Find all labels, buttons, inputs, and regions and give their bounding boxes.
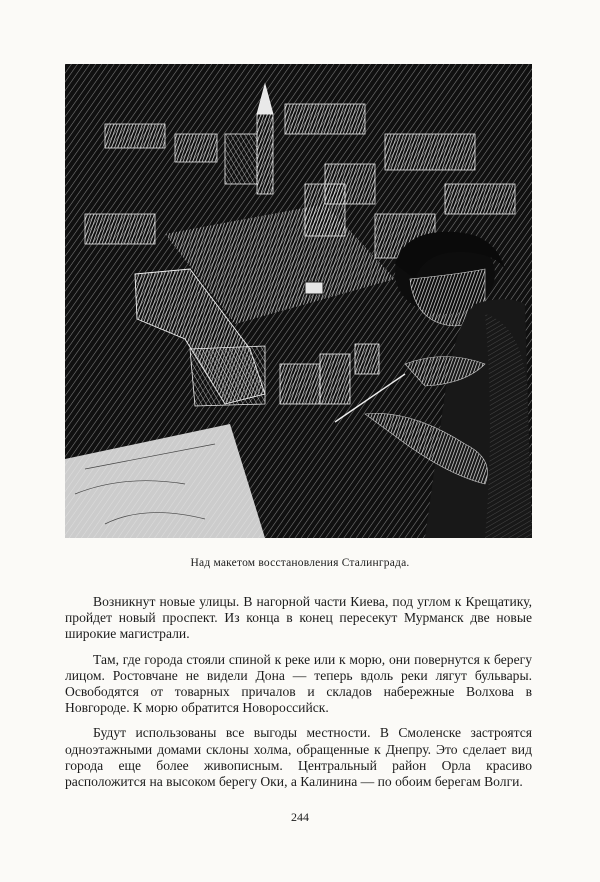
illustration: [65, 64, 532, 538]
figure-caption: Над макетом восстановления Сталинграда.: [190, 557, 410, 569]
paragraph-2: Там, где города стояли спиной к реке или к морю, они повернутся к берегу лицом. Ростовчане не видели Дона — теперь вдоль реки лягут бульвары. Освободятся от товарных причалов и складов набережные Волхова в Новгороде. К морю обратится Новороссийск.: [65, 651, 532, 716]
body-text: [65, 594, 532, 799]
paragraph-3: Будут использованы все выгоды местности. В Смоленске застроятся одноэтажными домами склоны холма, обращенные к Днепру. Это сделает вид города еще более живописным. Центральный район Орла красиво расположится на высоком берегу Оки, а Калинина — по обоим берегам Волги.: [65, 725, 532, 790]
page-number: 244: [291, 810, 309, 824]
paragraph-1: Возникнут новые улицы. В нагорной части Киева, под углом к Крещатику, пройдет новый проспект. Из конца в конец пересекут Мурманск две новые широкие магистрали.: [65, 594, 532, 642]
engraving-architect-over-city-model: [65, 64, 532, 538]
